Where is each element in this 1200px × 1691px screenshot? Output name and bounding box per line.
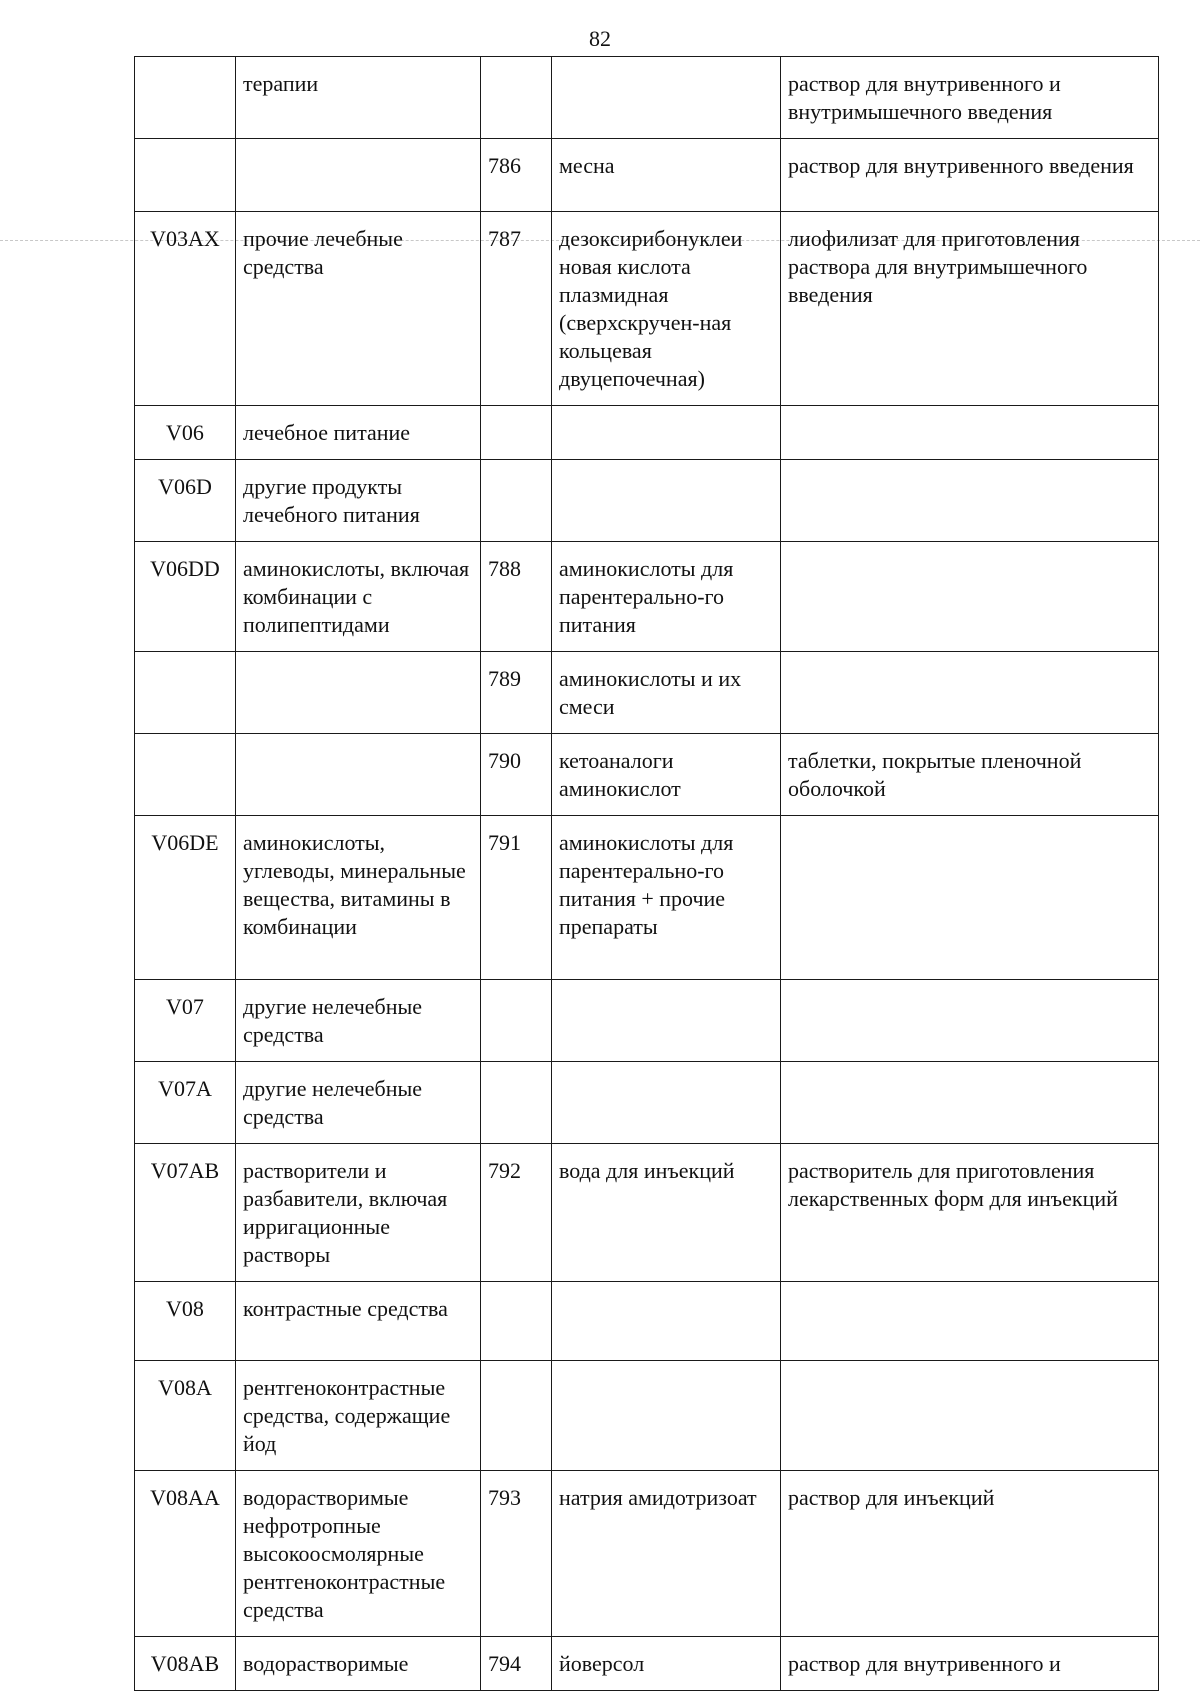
group-cell: другие нелечебные средства bbox=[236, 980, 481, 1062]
drug-name-cell: аминокислоты для парентерально-го питания bbox=[552, 542, 781, 652]
dosage-form-cell bbox=[781, 1062, 1159, 1144]
drug-name-cell bbox=[552, 1361, 781, 1471]
atc-code-cell: V06D bbox=[135, 460, 236, 542]
atc-code-cell: V06DE bbox=[135, 816, 236, 980]
drug-name-cell bbox=[552, 1062, 781, 1144]
number-cell: 786 bbox=[481, 139, 552, 212]
number-cell bbox=[481, 1361, 552, 1471]
group-cell: водорастворимые bbox=[236, 1637, 481, 1691]
table-row bbox=[135, 1637, 1159, 1691]
table-row bbox=[135, 1282, 1159, 1361]
number-cell: 790 bbox=[481, 734, 552, 816]
number-cell: 788 bbox=[481, 542, 552, 652]
drug-name-cell bbox=[552, 406, 781, 460]
table-row bbox=[135, 1471, 1159, 1637]
dosage-form-cell bbox=[781, 406, 1159, 460]
group-cell: другие нелечебные средства bbox=[236, 1062, 481, 1144]
dosage-form-cell bbox=[781, 816, 1159, 980]
number-cell bbox=[481, 460, 552, 542]
atc-code-cell: V07AB bbox=[135, 1144, 236, 1282]
table-row bbox=[135, 460, 1159, 542]
group-cell: лечебное питание bbox=[236, 406, 481, 460]
group-cell: растворители и разбавители, включая ирригационные растворы bbox=[236, 1144, 481, 1282]
group-cell: рентгеноконтрастные средства, содержащие йод bbox=[236, 1361, 481, 1471]
group-cell: другие продукты лечебного питания bbox=[236, 460, 481, 542]
number-cell: 787 bbox=[481, 212, 552, 406]
atc-code-cell: V07 bbox=[135, 980, 236, 1062]
group-cell: аминокислоты, включая комбинации с полипептидами bbox=[236, 542, 481, 652]
drug-name-cell: аминокислоты и их смеси bbox=[552, 652, 781, 734]
atc-code-cell bbox=[135, 139, 236, 212]
table-row bbox=[135, 139, 1159, 212]
table-row bbox=[135, 212, 1159, 406]
group-cell bbox=[236, 652, 481, 734]
table-row bbox=[135, 652, 1159, 734]
atc-code-cell: V03AX bbox=[135, 212, 236, 406]
drug-name-cell bbox=[552, 460, 781, 542]
table-row bbox=[135, 542, 1159, 652]
drug-name-cell: кетоаналоги аминокислот bbox=[552, 734, 781, 816]
table-row bbox=[135, 734, 1159, 816]
dosage-form-cell: раствор для инъекций bbox=[781, 1471, 1159, 1637]
dosage-form-cell bbox=[781, 1282, 1159, 1361]
drug-name-cell bbox=[552, 57, 781, 139]
table-row bbox=[135, 1361, 1159, 1471]
atc-code-cell: V07A bbox=[135, 1062, 236, 1144]
drug-name-cell bbox=[552, 980, 781, 1062]
atc-code-cell bbox=[135, 57, 236, 139]
number-cell bbox=[481, 1062, 552, 1144]
number-cell: 789 bbox=[481, 652, 552, 734]
number-cell bbox=[481, 1282, 552, 1361]
number-cell bbox=[481, 406, 552, 460]
dosage-form-cell: таблетки, покрытые пленочной оболочкой bbox=[781, 734, 1159, 816]
dosage-form-cell: растворитель для приготовления лекарственных форм для инъекций bbox=[781, 1144, 1159, 1282]
table-row bbox=[135, 816, 1159, 980]
drug-name-cell: натрия амидотризоат bbox=[552, 1471, 781, 1637]
table-row bbox=[135, 57, 1159, 139]
drug-name-cell: аминокислоты для парентерально-го питания + прочие препараты bbox=[552, 816, 781, 980]
group-cell: прочие лечебные средства bbox=[236, 212, 481, 406]
table-row bbox=[135, 1062, 1159, 1144]
group-cell: водорастворимые нефротропные высокоосмолярные рентгеноконтрастные средства bbox=[236, 1471, 481, 1637]
dosage-form-cell: раствор для внутривенного и внутримышечного введения bbox=[781, 57, 1159, 139]
table-row bbox=[135, 1144, 1159, 1282]
dosage-form-cell bbox=[781, 652, 1159, 734]
number-cell bbox=[481, 980, 552, 1062]
dosage-form-cell bbox=[781, 1361, 1159, 1471]
dosage-form-cell: лиофилизат для приготовления раствора для внутримышечного введения bbox=[781, 212, 1159, 406]
drug-name-cell: йоверсол bbox=[552, 1637, 781, 1691]
group-cell: контрастные средства bbox=[236, 1282, 481, 1361]
dosage-form-cell: раствор для внутривенного и bbox=[781, 1637, 1159, 1691]
number-cell: 792 bbox=[481, 1144, 552, 1282]
group-cell bbox=[236, 139, 481, 212]
group-cell: аминокислоты, углеводы, минеральные вещества, витамины в комбинации bbox=[236, 816, 481, 980]
group-cell: терапии bbox=[236, 57, 481, 139]
number-cell bbox=[481, 57, 552, 139]
table-row bbox=[135, 406, 1159, 460]
atc-code-cell: V06 bbox=[135, 406, 236, 460]
page-number: 82 bbox=[589, 26, 611, 51]
drug-name-cell: месна bbox=[552, 139, 781, 212]
atc-code-cell bbox=[135, 652, 236, 734]
number-cell: 794 bbox=[481, 1637, 552, 1691]
drug-table bbox=[134, 56, 1159, 1691]
atc-code-cell: V08AB bbox=[135, 1637, 236, 1691]
drug-name-cell: вода для инъекций bbox=[552, 1144, 781, 1282]
drug-name-cell bbox=[552, 1282, 781, 1361]
atc-code-cell bbox=[135, 734, 236, 816]
atc-code-cell: V08AA bbox=[135, 1471, 236, 1637]
dosage-form-cell bbox=[781, 460, 1159, 542]
dosage-form-cell bbox=[781, 980, 1159, 1062]
number-cell: 793 bbox=[481, 1471, 552, 1637]
atc-code-cell: V08A bbox=[135, 1361, 236, 1471]
group-cell bbox=[236, 734, 481, 816]
atc-code-cell: V06DD bbox=[135, 542, 236, 652]
dosage-form-cell: раствор для внутривенного введения bbox=[781, 139, 1159, 212]
table-row bbox=[135, 980, 1159, 1062]
number-cell: 791 bbox=[481, 816, 552, 980]
dosage-form-cell bbox=[781, 542, 1159, 652]
drug-name-cell: дезоксирибонуклеи новая кислота плазмидная (сверхскручен-ная кольцевая двуцепочечная) bbox=[552, 212, 781, 406]
atc-code-cell: V08 bbox=[135, 1282, 236, 1361]
